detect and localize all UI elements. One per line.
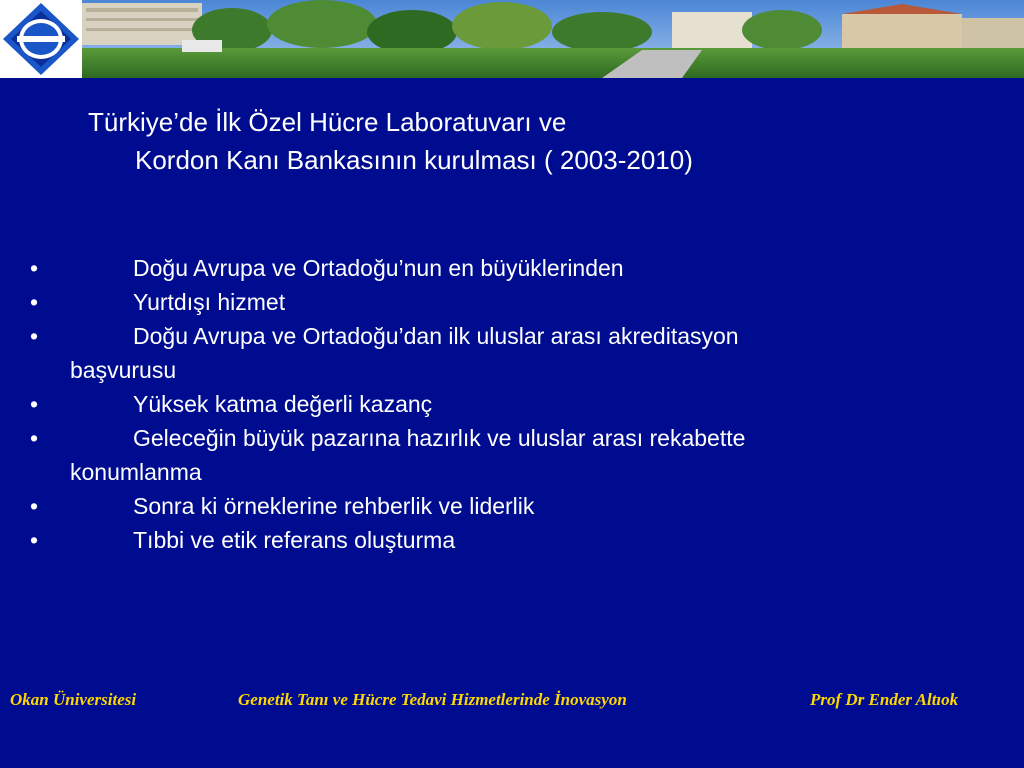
title-line-1: Türkiye’de İlk Özel Hücre Laboratuvarı ve bbox=[88, 107, 567, 137]
bullet-text: Yüksek katma değerli kazanç bbox=[133, 391, 433, 417]
bullet-item bbox=[30, 489, 930, 523]
bullet-continuation: başvurusu bbox=[70, 357, 177, 383]
bullet-item bbox=[30, 251, 930, 285]
university-logo bbox=[0, 0, 82, 78]
bullet-list bbox=[30, 251, 930, 557]
bullet-text: Yurtdışı hizmet bbox=[133, 289, 286, 315]
footer-author: Prof Dr Ender Altıok bbox=[810, 690, 959, 709]
slide-title bbox=[88, 103, 693, 179]
bullet-item bbox=[30, 285, 930, 319]
bullet-dot: • bbox=[30, 255, 39, 281]
bullet-text: Tıbbi ve etik referans oluşturma bbox=[133, 527, 456, 553]
bullet-text: Doğu Avrupa ve Ortadoğu’dan ilk uluslar arası akreditasyon bbox=[133, 323, 739, 349]
bullet-item bbox=[30, 421, 930, 489]
bullet-dot: • bbox=[30, 391, 39, 417]
bullet-item bbox=[30, 387, 930, 421]
bullet-dot: • bbox=[30, 527, 39, 553]
bullet-item bbox=[30, 523, 930, 557]
bullet-dot: • bbox=[30, 323, 39, 349]
bullet-dot: • bbox=[30, 289, 39, 315]
footer-topic: Genetik Tanı ve Hücre Tedavi Hizmetlerinde İnovasyon bbox=[238, 690, 627, 709]
bullet-dot: • bbox=[30, 425, 39, 451]
title-line-2: Kordon Kanı Bankasının kurulması ( 2003-2010) bbox=[135, 145, 693, 175]
bullet-text: Sonra ki örneklerine rehberlik ve liderlik bbox=[133, 493, 535, 519]
logo-icon bbox=[0, 0, 82, 78]
footer-university: Okan Üniversitesi bbox=[10, 690, 137, 709]
campus-photo bbox=[82, 0, 1024, 78]
bullet-text: Doğu Avrupa ve Ortadoğu’nun en büyüklerinden bbox=[133, 255, 624, 281]
header-band bbox=[0, 0, 1024, 78]
bullet-item bbox=[30, 319, 930, 387]
bullet-continuation: konumlanma bbox=[70, 459, 202, 485]
bullet-text: Geleceğin büyük pazarına hazırlık ve uluslar arası rekabette bbox=[133, 425, 746, 451]
slide-footer bbox=[0, 690, 1024, 716]
bullet-dot: • bbox=[30, 493, 39, 519]
